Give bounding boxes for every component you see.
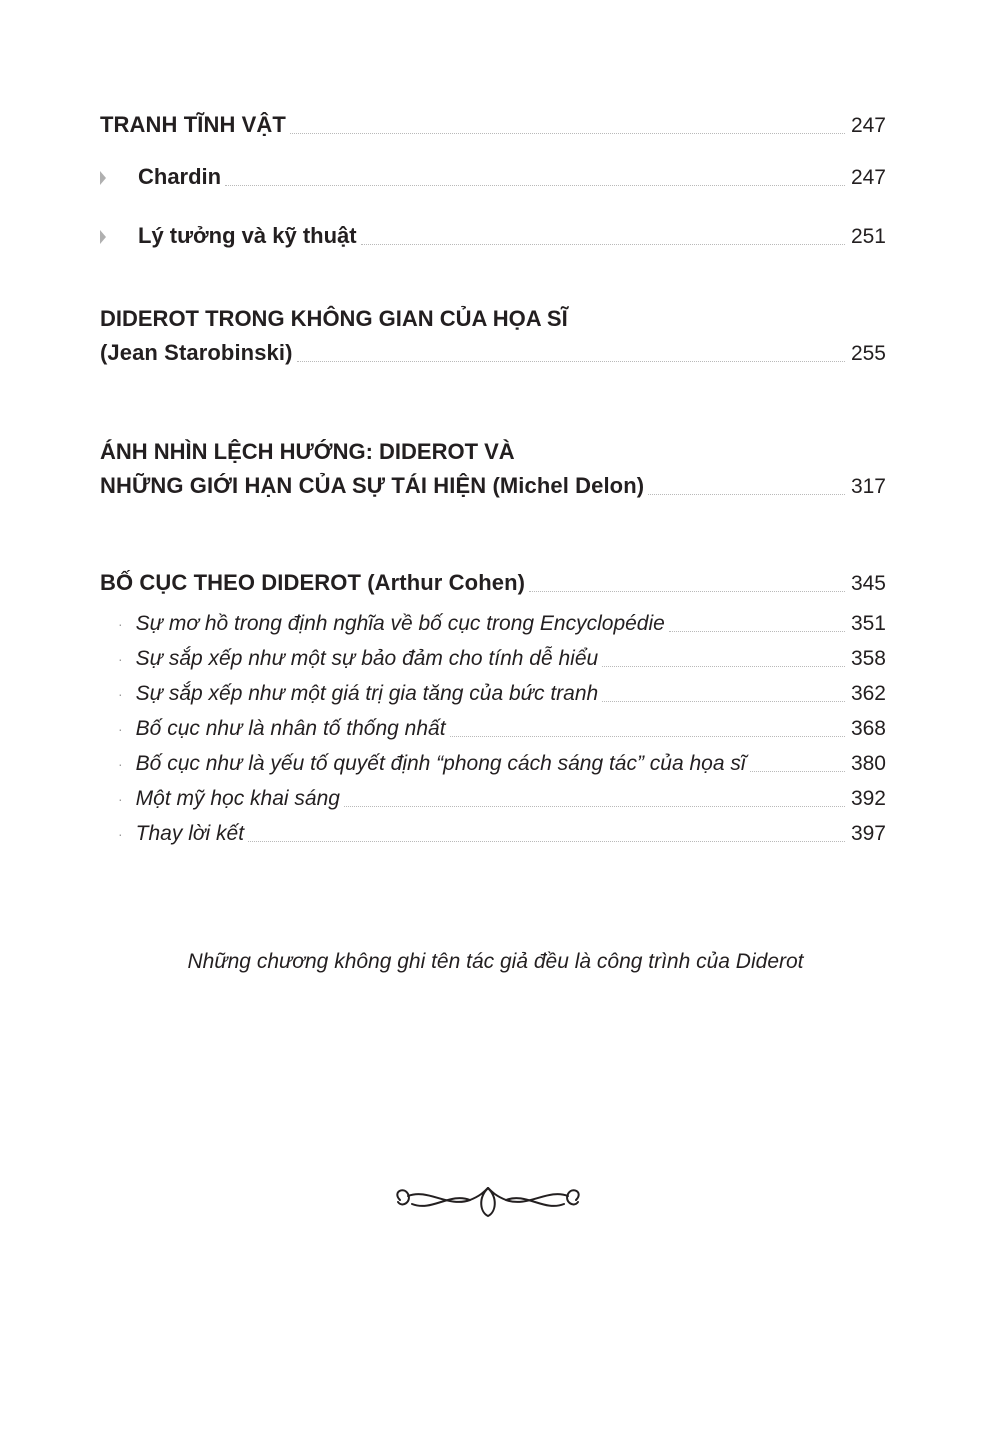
toc-item-title: Sự sắp xếp như một sự bảo đảm cho tính dễ hiểu [135, 647, 599, 670]
toc-title-line1[interactable]: DIDEROT TRONG KHÔNG GIAN CỦA HỌA SĨ [100, 306, 568, 331]
dot-leader [750, 770, 845, 772]
toc-page-number: 317 [850, 475, 886, 498]
bullet-dot-icon: · [118, 826, 123, 842]
toc-item-title: Thay lời kết [135, 822, 245, 845]
bullet-dot-icon: · [118, 686, 123, 702]
toc-page-number: 351 [850, 612, 886, 635]
toc-item-title: Bố cục như là nhân tố thống nhất [135, 717, 446, 740]
toc-page-number: 397 [850, 822, 886, 845]
toc-page-number: 362 [850, 682, 886, 705]
bullet-dot-icon: · [118, 651, 123, 667]
toc-item[interactable] [118, 787, 886, 811]
toc-item[interactable] [118, 752, 886, 776]
toc-item-title: Sự sắp xếp như một giá trị gia tăng của bức tranh [135, 682, 599, 705]
toc-title-line2: (Jean Starobinski) [100, 340, 293, 365]
dot-leader [602, 665, 845, 667]
toc-title: TRANH TĨNH VẬT [100, 112, 286, 137]
dot-leader [248, 840, 845, 842]
bullet-dot-icon: · [118, 756, 123, 772]
toc-entry-diderot-space[interactable] [100, 340, 886, 366]
toc-page-number: 255 [850, 342, 886, 365]
toc-page-number: 247 [850, 114, 886, 137]
toc-item[interactable] [118, 682, 886, 706]
flourish-divider-icon [388, 1178, 588, 1222]
toc-page-number: 368 [850, 717, 886, 740]
toc-page-number: 251 [850, 225, 886, 248]
dot-leader [450, 735, 845, 737]
toc-item-title: Bố cục như là yếu tố quyết định “phong cách sáng tác” của họa sĩ [135, 752, 746, 775]
toc-title: Lý tưởng và kỹ thuật [138, 223, 357, 248]
toc-entry-composition[interactable] [100, 570, 886, 596]
toc-entry-chardin[interactable] [100, 164, 886, 190]
toc-item-title: Một mỹ học khai sáng [135, 787, 340, 810]
toc-item[interactable] [118, 717, 886, 741]
dot-leader [648, 493, 845, 495]
toc-title-line2: NHỮNG GIỚI HẠN CỦA SỰ TÁI HIỆN (Michel Delon) [100, 473, 645, 498]
toc-item-title: Sự mơ hồ trong định nghĩa về bố cục trong Encyclopédie [135, 612, 665, 635]
triangle-bullet-icon [100, 230, 106, 244]
toc-entry-gaze[interactable] [100, 473, 886, 499]
dot-leader [290, 132, 845, 134]
bullet-dot-icon: · [118, 616, 123, 632]
toc-page-number: 345 [850, 572, 886, 595]
dot-leader [602, 700, 845, 702]
toc-item[interactable] [118, 647, 886, 671]
dot-leader [344, 805, 845, 807]
authorship-note: Những chương không ghi tên tác giả đều là công trình của Diderot [187, 950, 804, 973]
dot-leader [529, 590, 845, 592]
toc-page-number: 392 [850, 787, 886, 810]
dot-leader [297, 360, 845, 362]
bullet-dot-icon: · [118, 721, 123, 737]
toc-entry-still-life[interactable] [100, 112, 886, 138]
dot-leader [225, 184, 845, 186]
toc-page-number: 358 [850, 647, 886, 670]
toc-entry-ideal-technique[interactable] [100, 223, 886, 249]
triangle-bullet-icon [100, 171, 106, 185]
toc-item[interactable] [118, 822, 886, 846]
toc-title: Chardin [138, 164, 222, 189]
dot-leader [669, 630, 845, 632]
toc-item[interactable] [118, 612, 886, 636]
toc-page-number: 380 [850, 752, 886, 775]
toc-title: BỐ CỤC THEO DIDEROT (Arthur Cohen) [100, 570, 526, 595]
dot-leader [361, 243, 845, 245]
bullet-dot-icon: · [118, 791, 123, 807]
toc-page-number: 247 [850, 166, 886, 189]
toc-title-line1[interactable]: ÁNH NHÌN LỆCH HƯỚNG: DIDEROT VÀ [100, 439, 515, 464]
